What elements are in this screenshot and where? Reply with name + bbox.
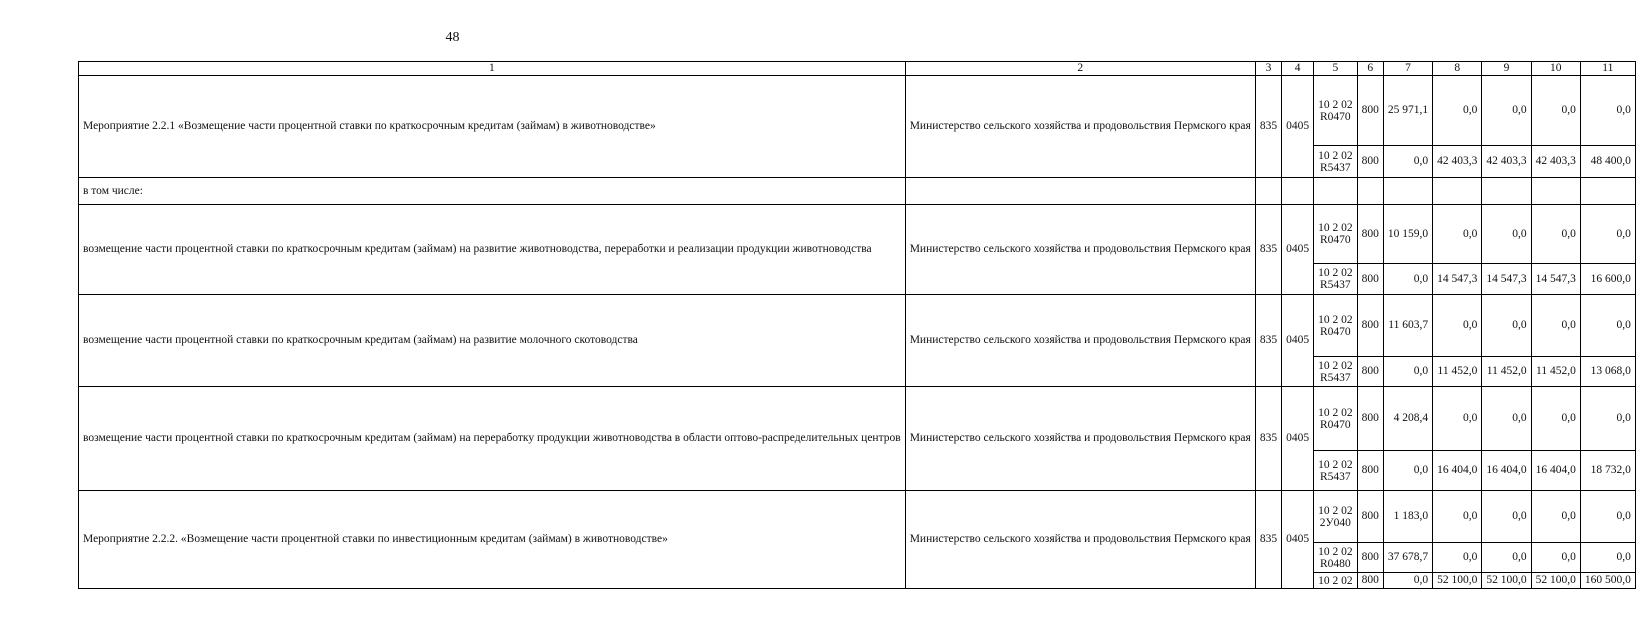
grbs-code: 835 bbox=[1255, 205, 1281, 295]
col-header: 5 bbox=[1314, 62, 1358, 76]
target-article: 10 2 02 2У040 bbox=[1314, 491, 1358, 543]
section-code: 0405 bbox=[1282, 491, 1314, 589]
col-header: 8 bbox=[1433, 62, 1482, 76]
value-cell: 42 403,3 bbox=[1433, 146, 1482, 178]
value-cell: 160 500,0 bbox=[1580, 573, 1635, 589]
value-cell: 0,0 bbox=[1580, 205, 1635, 264]
value-cell: 0,0 bbox=[1433, 491, 1482, 543]
col-header: 1 bbox=[79, 62, 906, 76]
value-cell: 14 547,3 bbox=[1433, 264, 1482, 295]
activity-name: Мероприятие 2.2.1 «Возмещение части процентной ставки по краткосрочным кредитам (займам) в животноводстве» bbox=[79, 76, 906, 178]
grbs-code: 835 bbox=[1255, 295, 1281, 387]
empty-cell bbox=[1580, 178, 1635, 205]
value-cell: 1 183,0 bbox=[1383, 491, 1432, 543]
value-cell: 0,0 bbox=[1531, 387, 1580, 451]
expense-type: 800 bbox=[1357, 451, 1383, 491]
table-row bbox=[79, 387, 1636, 451]
value-cell: 0,0 bbox=[1580, 387, 1635, 451]
grbs-code: 835 bbox=[1255, 491, 1281, 589]
value-cell: 16 404,0 bbox=[1433, 451, 1482, 491]
value-cell: 11 603,7 bbox=[1383, 295, 1432, 357]
value-cell: 0,0 bbox=[1383, 264, 1432, 295]
target-article: 10 2 02 R0470 bbox=[1314, 76, 1358, 146]
value-cell: 37 678,7 bbox=[1383, 543, 1432, 573]
value-cell: 52 100,0 bbox=[1433, 573, 1482, 589]
target-article: 10 2 02 bbox=[1314, 573, 1358, 589]
activity-name: возмещение части процентной ставки по краткосрочным кредитам (займам) на переработку продукции животноводства в области оптово-распределительных центров bbox=[79, 387, 906, 491]
empty-cell bbox=[1482, 178, 1531, 205]
empty-cell bbox=[1433, 178, 1482, 205]
target-article: 10 2 02 R5437 bbox=[1314, 264, 1358, 295]
value-cell: 0,0 bbox=[1433, 543, 1482, 573]
ministry-name: Министерство сельского хозяйства и продовольствия Пермского края bbox=[905, 295, 1255, 387]
value-cell: 48 400,0 bbox=[1580, 146, 1635, 178]
target-article: 10 2 02 R0480 bbox=[1314, 543, 1358, 573]
target-article: 10 2 02 R0470 bbox=[1314, 295, 1358, 357]
col-header: 9 bbox=[1482, 62, 1531, 76]
table-row bbox=[79, 178, 1636, 205]
col-header: 7 bbox=[1383, 62, 1432, 76]
value-cell: 14 547,3 bbox=[1531, 264, 1580, 295]
value-cell: 0,0 bbox=[1383, 357, 1432, 387]
section-code: 0405 bbox=[1282, 387, 1314, 491]
value-cell: 42 403,3 bbox=[1531, 146, 1580, 178]
ministry-name: Министерство сельского хозяйства и продовольствия Пермского края bbox=[905, 491, 1255, 589]
value-cell: 42 403,3 bbox=[1482, 146, 1531, 178]
value-cell: 0,0 bbox=[1580, 76, 1635, 146]
value-cell: 0,0 bbox=[1580, 491, 1635, 543]
target-article: 10 2 02 R0470 bbox=[1314, 205, 1358, 264]
expense-type: 800 bbox=[1357, 264, 1383, 295]
expense-type: 800 bbox=[1357, 357, 1383, 387]
value-cell: 0,0 bbox=[1383, 451, 1432, 491]
section-code: 0405 bbox=[1282, 205, 1314, 295]
empty-cell bbox=[1255, 178, 1281, 205]
page-number: 48 bbox=[445, 30, 460, 45]
value-cell: 0,0 bbox=[1531, 295, 1580, 357]
value-cell: 4 208,4 bbox=[1383, 387, 1432, 451]
value-cell: 52 100,0 bbox=[1482, 573, 1531, 589]
value-cell: 11 452,0 bbox=[1482, 357, 1531, 387]
empty-cell bbox=[1314, 178, 1358, 205]
activity-name: возмещение части процентной ставки по краткосрочным кредитам (займам) на развитие животноводства, переработки и реализации продукции животноводства bbox=[79, 205, 906, 295]
value-cell: 0,0 bbox=[1580, 543, 1635, 573]
section-code: 0405 bbox=[1282, 295, 1314, 387]
expense-type: 800 bbox=[1357, 491, 1383, 543]
expense-type: 800 bbox=[1357, 387, 1383, 451]
value-cell: 16 600,0 bbox=[1580, 264, 1635, 295]
section-code: 0405 bbox=[1282, 76, 1314, 178]
grbs-code: 835 bbox=[1255, 76, 1281, 178]
target-article: 10 2 02 R5437 bbox=[1314, 146, 1358, 178]
value-cell: 0,0 bbox=[1482, 491, 1531, 543]
value-cell: 0,0 bbox=[1433, 205, 1482, 264]
value-cell: 10 159,0 bbox=[1383, 205, 1432, 264]
col-header: 11 bbox=[1580, 62, 1635, 76]
col-header: 2 bbox=[905, 62, 1255, 76]
value-cell: 0,0 bbox=[1383, 573, 1432, 589]
value-cell: 25 971,1 bbox=[1383, 76, 1432, 146]
column-number-row bbox=[79, 62, 1636, 76]
expense-type: 800 bbox=[1357, 295, 1383, 357]
subheading: в том числе: bbox=[79, 178, 906, 205]
value-cell: 0,0 bbox=[1531, 491, 1580, 543]
value-cell: 11 452,0 bbox=[1531, 357, 1580, 387]
value-cell: 16 404,0 bbox=[1531, 451, 1580, 491]
value-cell: 0,0 bbox=[1580, 295, 1635, 357]
target-article: 10 2 02 R5437 bbox=[1314, 451, 1358, 491]
table-row bbox=[79, 295, 1636, 357]
table-row bbox=[79, 76, 1636, 146]
value-cell: 0,0 bbox=[1482, 543, 1531, 573]
value-cell: 0,0 bbox=[1531, 543, 1580, 573]
value-cell: 0,0 bbox=[1383, 146, 1432, 178]
col-header: 10 bbox=[1531, 62, 1580, 76]
empty-cell bbox=[905, 178, 1255, 205]
value-cell: 0,0 bbox=[1531, 205, 1580, 264]
expense-type: 800 bbox=[1357, 146, 1383, 178]
empty-cell bbox=[1531, 178, 1580, 205]
value-cell: 16 404,0 bbox=[1482, 451, 1531, 491]
activity-name: возмещение части процентной ставки по краткосрочным кредитам (займам) на развитие молочного скотоводства bbox=[79, 295, 906, 387]
target-article: 10 2 02 R5437 bbox=[1314, 357, 1358, 387]
expense-type: 800 bbox=[1357, 573, 1383, 589]
value-cell: 0,0 bbox=[1433, 387, 1482, 451]
col-header: 4 bbox=[1282, 62, 1314, 76]
value-cell: 0,0 bbox=[1482, 76, 1531, 146]
ministry-name: Министерство сельского хозяйства и продовольствия Пермского края bbox=[905, 76, 1255, 178]
table-row bbox=[79, 205, 1636, 264]
value-cell: 0,0 bbox=[1433, 76, 1482, 146]
value-cell: 0,0 bbox=[1531, 76, 1580, 146]
budget-table bbox=[78, 61, 1636, 589]
expense-type: 800 bbox=[1357, 76, 1383, 146]
ministry-name: Министерство сельского хозяйства и продовольствия Пермского края bbox=[905, 205, 1255, 295]
empty-cell bbox=[1357, 178, 1383, 205]
value-cell: 52 100,0 bbox=[1531, 573, 1580, 589]
value-cell: 11 452,0 bbox=[1433, 357, 1482, 387]
empty-cell bbox=[1282, 178, 1314, 205]
col-header: 6 bbox=[1357, 62, 1383, 76]
expense-type: 800 bbox=[1357, 543, 1383, 573]
ministry-name: Министерство сельского хозяйства и продовольствия Пермского края bbox=[905, 387, 1255, 491]
value-cell: 0,0 bbox=[1482, 205, 1531, 264]
value-cell: 0,0 bbox=[1482, 387, 1531, 451]
activity-name: Мероприятие 2.2.2. «Возмещение части процентной ставки по инвестиционным кредитам (займам) в животноводстве» bbox=[79, 491, 906, 589]
target-article: 10 2 02 R0470 bbox=[1314, 387, 1358, 451]
value-cell: 13 068,0 bbox=[1580, 357, 1635, 387]
table-row bbox=[79, 491, 1636, 543]
expense-type: 800 bbox=[1357, 205, 1383, 264]
value-cell: 14 547,3 bbox=[1482, 264, 1531, 295]
empty-cell bbox=[1383, 178, 1432, 205]
grbs-code: 835 bbox=[1255, 387, 1281, 491]
value-cell: 0,0 bbox=[1482, 295, 1531, 357]
col-header: 3 bbox=[1255, 62, 1281, 76]
value-cell: 0,0 bbox=[1433, 295, 1482, 357]
value-cell: 18 732,0 bbox=[1580, 451, 1635, 491]
